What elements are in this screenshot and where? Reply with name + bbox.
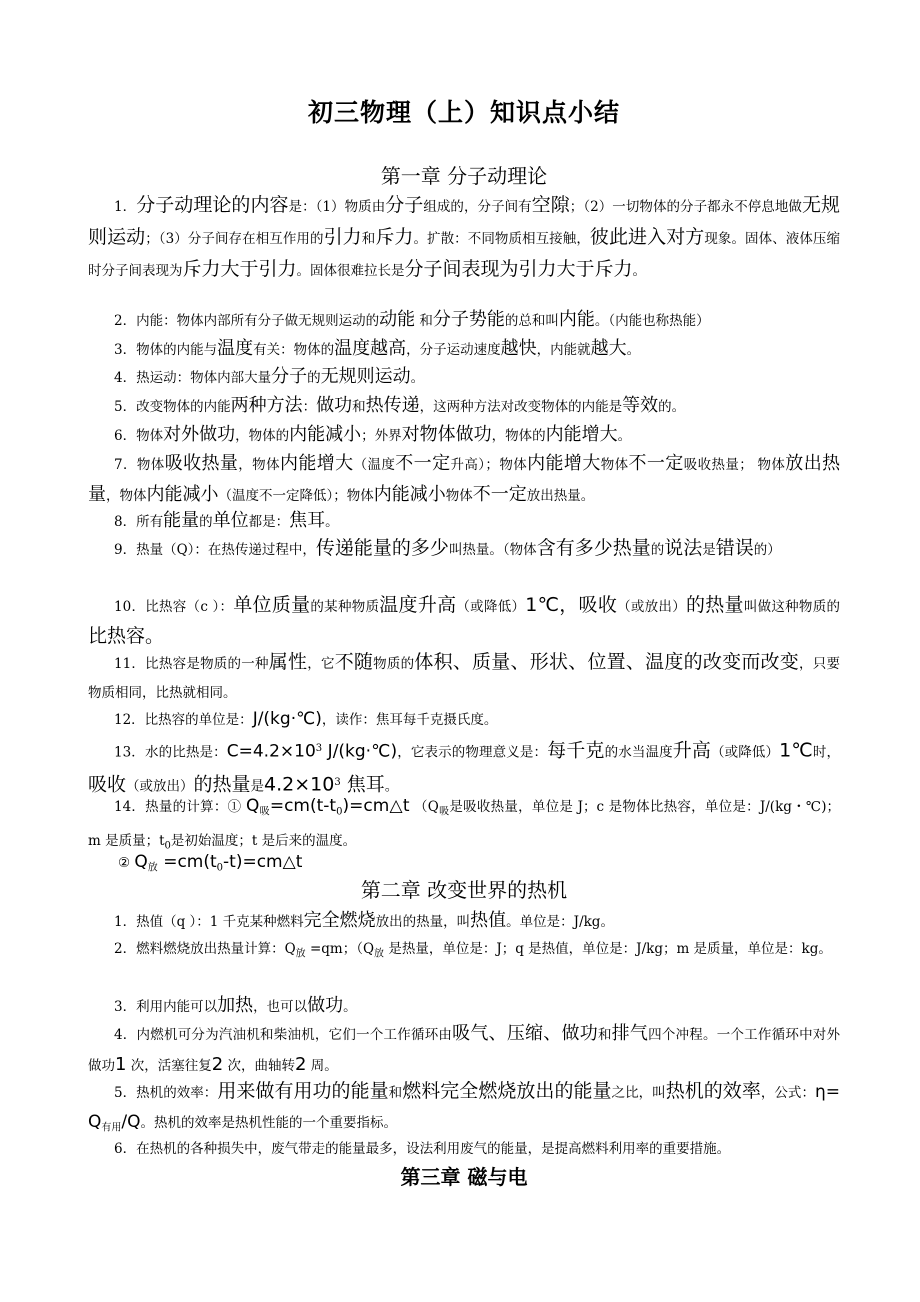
paragraph-1-7: 7．物体吸收热量，物体内能增大（温度不一定升高）；物体内能增大物体不一定吸收热量； 物体放出热量，物体内能减小（温度不一定降低）；物体内能减小物体不一定放出热量。 <box>88 453 841 505</box>
paragraph-1-10: 10．比热容（c ）：单位质量的某种物质温度升高（或降低）1℃，吸收（或放出）的热量叫做这种物质的比热容。 <box>88 594 840 647</box>
paragraph-2-1: 1．热值（q ）：1 千克某种燃料完全燃烧放出的热量，叫热值。单位是：J/kg。 <box>114 910 614 931</box>
paragraph-1-14: 14．热量的计算：① $Q_吸=cm(t-t_0)=cm\triangle t$ （$Q_吸$是吸收热量，单位是 J；c 是物体比热容，单位是：J/(kg・℃)；m 是质量；$t_0$是初始温度；t 是后来的温度。 <box>88 796 841 852</box>
paragraph-1-4: 4．热运动：物体内部大量分子的无规则运动。 <box>114 366 425 387</box>
paragraph-2-2: 2．燃料燃烧放出热量计算：$Q_放 =qm$；（$Q_放$ 是热量，单位是：J；q 是热值，单位是：J/kg；m 是质量，单位是：kg。 <box>114 941 832 960</box>
paragraph-1-3: 3．物体的内能与温度有关：物体的温度越高，分子运动速度越快，内能就越大。 <box>114 338 641 359</box>
paragraph-2-4: 4．内燃机可分为汽油机和柴油机，它们一个工作循环由吸气、压缩、做功和排气四个冲程。一个工作循环中对外做功1 次，活塞往复2 次，曲轴转2 周。 <box>88 1023 841 1075</box>
paragraph-1-12: 12．比热容的单位是：J/(kg·℃)，读作：焦耳每千克摄氏度。 <box>114 709 498 729</box>
chapter-3-heading: 第三章 磁与电 <box>400 1165 528 1189</box>
paragraph-1-6: 6．物体对外做功，物体的内能减小；外界对物体做功，物体的内能增大。 <box>114 424 632 445</box>
formula-heat-released: ② $Q_放$ $=cm(t_0-t)=cm\triangle t$ <box>118 852 303 874</box>
paragraph-1-8: 8．所有能量的单位都是：焦耳。 <box>114 510 339 531</box>
paragraph-2-3: 3．利用内能可以加热，也可以做功。 <box>114 995 357 1016</box>
chapter-2-heading: 第二章 改变世界的热机 <box>360 878 568 902</box>
paragraph-2-5: 5．热机的效率：用来做有用功的能量和燃料完全燃烧放出的能量之比，叫热机的效率，公式：$\eta= Q_{有用}/Q$。热机的效率是热机性能的一个重要指标。 <box>88 1080 841 1134</box>
page-title: 初三物理（上）知识点小结 <box>307 98 620 127</box>
paragraph-1-2: 2．内能：物体内部所有分子做无规则运动的动能 和分子势能的总和叫内能。（内能也称热能） <box>114 309 710 330</box>
paragraph-1-13: 13．水的比热是：$C=4.2\times 10^3$ J/(kg·℃)，它表示的物理意义是：每千克的水当温度升高（或降低）1℃时，吸收（或放出）的热量是$4.2\times 10^3$ 焦耳。 <box>88 739 841 795</box>
chapter-1-heading: 第一章 分子动理论 <box>380 164 548 188</box>
paragraph-2-6: 6．在热机的各种损失中，废气带走的能量最多，设法利用废气的能量，是提高燃料利用率的重要措施。 <box>114 1141 731 1157</box>
paragraph-1-11: 11．比热容是物质的一种属性，它不随物质的体积、质量、形状、位置、温度的改变而改变，只要物质相同，比热就相同。 <box>88 651 840 701</box>
paragraph-1-1: 1．分子动理论的内容是：（1）物质由分子组成的，分子间有空隙；（2）一切物体的分子都永不停息地做无规则运动；（3）分子间存在相互作用的引力和斥力。扩散：不同物质相互接触，彼此进入对方现象。固体、液体压缩时分子间表现为斥力大于引力。固体很难拉长是分子间表现为引力大于斥力。 <box>88 194 840 280</box>
paragraph-1-5: 5．改变物体的内能两种方法：做功和热传递，这两种方法对改变物体的内能是等效的。 <box>114 395 686 416</box>
paragraph-1-9: 9．热量（Q）：在热传递过程中，传递能量的多少叫热量。（物体含有多少热量的说法是错误的） <box>114 537 781 559</box>
